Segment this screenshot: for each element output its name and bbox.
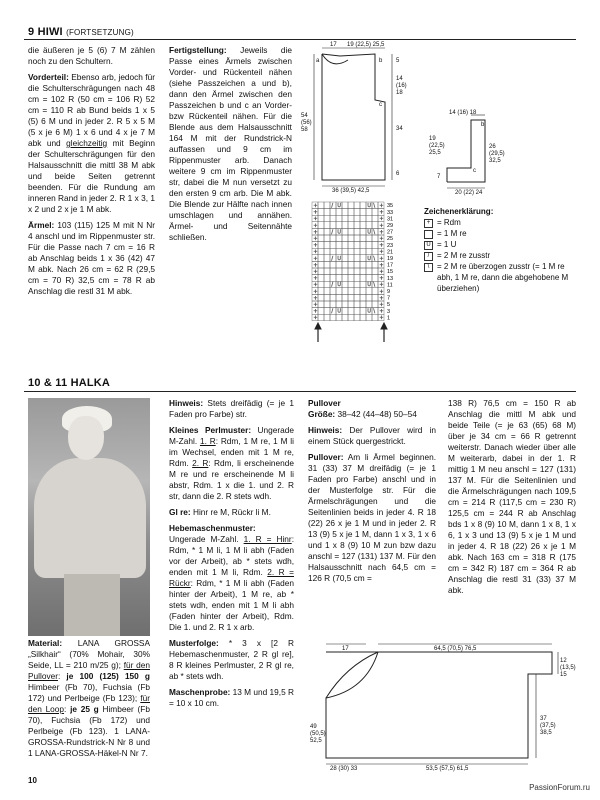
- chart-row-label: 33: [387, 209, 394, 216]
- chart-symbol: +: [379, 229, 384, 236]
- chart-cell: [360, 275, 366, 282]
- chart-symbol: +: [379, 275, 384, 282]
- chart-symbol: +: [379, 282, 384, 289]
- chart-cell: [348, 275, 354, 282]
- chart-row-label: 23: [387, 242, 394, 249]
- sch2-small: 7: [437, 174, 441, 180]
- sch1-right-c: 34: [396, 126, 403, 132]
- chart-cell: [318, 222, 324, 229]
- chart-row-label: 17: [387, 262, 394, 269]
- halka-maschenprobe: Maschenprobe: 13 M und 19,5 R = 10 x 10 cm.: [169, 687, 294, 708]
- chart-cell: [348, 222, 354, 229]
- chart-symbol: +: [313, 203, 318, 209]
- chart-cell: [354, 261, 360, 268]
- chart-cell: [348, 288, 354, 295]
- chart-row-label: 13: [387, 275, 394, 282]
- chart-cell: [366, 209, 372, 216]
- chart-cell: [324, 222, 330, 229]
- knitting-chart: [306, 200, 406, 348]
- chart-cell: [354, 222, 360, 229]
- chart-cell: [342, 301, 348, 308]
- chart-row-label: 1: [387, 315, 391, 322]
- chart-cell: [324, 248, 330, 255]
- chart-cell: [366, 215, 372, 222]
- chart-symbol: +: [313, 216, 318, 223]
- sch2-bottom: 20 (22) 24: [455, 190, 483, 196]
- chart-cell: [318, 275, 324, 282]
- chart-cell: [354, 255, 360, 262]
- chart-cell: [330, 294, 336, 301]
- sch1-mark-c: c: [379, 102, 382, 108]
- schematic-pullover: [306, 640, 576, 770]
- chart-cell: [336, 215, 342, 222]
- chart-cell: [330, 268, 336, 275]
- chart-cell: [366, 314, 372, 321]
- chart-cell: [360, 268, 366, 275]
- chart-cell: [360, 248, 366, 255]
- hiwi-column-2: [169, 45, 292, 248]
- chart-cell: [336, 248, 342, 255]
- sch1-top-a: 17: [330, 42, 337, 48]
- chart-cell: [336, 242, 342, 249]
- chart-symbol: +: [313, 242, 318, 249]
- chart-cell: [318, 209, 324, 216]
- chart-cell: [348, 228, 354, 235]
- chart-cell: [348, 261, 354, 268]
- chart-cell: [336, 209, 342, 216]
- chart-cell: [372, 215, 378, 222]
- sch3-bottom-a: 28 (30) 33: [330, 766, 358, 772]
- chart-cell: [324, 268, 330, 275]
- chart-symbol: +: [379, 236, 384, 242]
- chart-cell: [354, 294, 360, 301]
- sch1-top-b: 19 (22,5) 25,5: [347, 42, 385, 48]
- chart-cell: [372, 242, 378, 249]
- chart-cell: [324, 228, 330, 235]
- chart-symbol: +: [313, 302, 318, 308]
- chart-cell: [342, 281, 348, 288]
- chart-cell: [324, 202, 330, 209]
- chart-cell: [324, 314, 330, 321]
- chart-cell: [324, 288, 330, 295]
- chart-row-label: 27: [387, 229, 394, 236]
- chart-symbol: /: [331, 229, 334, 236]
- chart-cell: [360, 242, 366, 249]
- chart-cell: [336, 235, 342, 242]
- chart-cell: [348, 314, 354, 321]
- chart-cell: [360, 308, 366, 315]
- chart-cell: [318, 228, 324, 235]
- sch1-mark-b: b: [379, 58, 383, 64]
- chart-cell: [348, 248, 354, 255]
- chart-row-label: 7: [387, 295, 391, 302]
- chart-symbol: U: [367, 203, 372, 209]
- chart-row-label: 5: [387, 302, 391, 309]
- chart-cell: [366, 275, 372, 282]
- chart-cell: [360, 215, 366, 222]
- sch2-mark-c: c: [473, 168, 476, 174]
- chart-cell: [348, 235, 354, 242]
- chart-cell: [372, 288, 378, 295]
- chart-symbol: U: [367, 255, 372, 262]
- chart-cell: [324, 275, 330, 282]
- chart-cell: [336, 301, 342, 308]
- chart-cell: [342, 222, 348, 229]
- chart-cell: [354, 209, 360, 216]
- chart-cell: [366, 261, 372, 268]
- hiwi-column-1: [28, 45, 155, 302]
- chart-symbol: +: [313, 269, 318, 275]
- chart-cell: [360, 301, 366, 308]
- chart-cell: [330, 222, 336, 229]
- section-title-hiwi: 9 HIWI (FORTSETZUNG): [28, 26, 134, 38]
- legend-item: + = Rdm: [424, 217, 576, 228]
- halka-column-2: [169, 398, 294, 714]
- sch1-right-d: 6: [396, 171, 400, 177]
- chart-cell: [360, 202, 366, 209]
- chart-symbol: +: [313, 275, 318, 282]
- sch2-mark-b: b: [481, 122, 485, 128]
- chart-cell: [342, 308, 348, 315]
- halka-column-4: [448, 398, 576, 601]
- chart-symbol: +: [379, 203, 384, 209]
- chart-cell: [366, 268, 372, 275]
- chart-symbol: +: [313, 288, 318, 295]
- legend-title: Zeichenerklärung:: [424, 207, 494, 216]
- chart-cell: [330, 314, 336, 321]
- chart-cell: [354, 275, 360, 282]
- chart-cell: [342, 242, 348, 249]
- chart-cell: [354, 288, 360, 295]
- chart-cell: [348, 242, 354, 249]
- legend-item: = 1 M re: [424, 228, 576, 239]
- chart-symbol: +: [379, 222, 384, 229]
- chart-cell: [324, 235, 330, 242]
- chart-cell: [318, 202, 324, 209]
- halka-material: Material: LANA GROSSA „Silkhair“ (70% Mohair, 30% Seide, LL = 210 m/25 g); für den Pullover: je 100 (125) 150 g Himbeer (Fb 70), Fuchsia (Fb 172) und Perlbeige (Fb 123); für den Loop: je 25 g Himbeer (Fb 70), Fuchsia (Fb 172) und Perlbeige (Fb 123). 1 LANA-GROSSA-Rundstrick-N Nr 8 und 1 LANA-GROSSA-Häkel-N Nr 7.: [28, 638, 150, 758]
- chart-cell: [372, 275, 378, 282]
- chart-cell: [342, 268, 348, 275]
- chart-cell: [336, 294, 342, 301]
- chart-cell: [330, 301, 336, 308]
- chart-cell: [330, 288, 336, 295]
- chart-symbol: +: [379, 308, 384, 315]
- chart-cell: [324, 301, 330, 308]
- chart-cell: [360, 288, 366, 295]
- chart-cell: [342, 288, 348, 295]
- chart-symbol: U: [337, 203, 342, 209]
- sch3-top-a: 17: [342, 646, 349, 652]
- chart-symbol: +: [313, 229, 318, 236]
- legend-item: U = 1 U: [424, 239, 576, 250]
- chart-cell: [324, 261, 330, 268]
- halka-column-3: [308, 398, 436, 589]
- chart-cell: [318, 268, 324, 275]
- sch1-right-a: 5: [396, 58, 400, 64]
- chart-cell: [318, 281, 324, 288]
- chart-cell: [342, 228, 348, 235]
- sch2-top: 14 (16) 18: [449, 110, 477, 116]
- chart-symbol: +: [313, 262, 318, 269]
- chart-symbol: /: [331, 308, 334, 315]
- chart-cell: [342, 261, 348, 268]
- chart-symbol: +: [379, 269, 384, 275]
- chart-cell: [366, 222, 372, 229]
- chart-symbol: U: [367, 229, 372, 236]
- chart-cell: [360, 209, 366, 216]
- chart-symbol: +: [313, 222, 318, 229]
- sch3-top-b: 64,5 (70,5) 76,5: [434, 646, 477, 652]
- chart-cell: [318, 314, 324, 321]
- chart-cell: [354, 314, 360, 321]
- chart-cell: [324, 209, 330, 216]
- chart-cell: [348, 294, 354, 301]
- chart-cell: [366, 294, 372, 301]
- chart-row-label: 31: [387, 216, 394, 223]
- chart-cell: [342, 235, 348, 242]
- chart-symbol: \: [373, 308, 376, 315]
- sch3-left: 49 (50,5) 52,5: [310, 724, 326, 744]
- chart-row-label: 25: [387, 236, 394, 243]
- chart-cell: [360, 228, 366, 235]
- sch1-mark-a: a: [316, 58, 320, 64]
- chart-row-label: 19: [387, 256, 394, 262]
- chart-cell: [354, 248, 360, 255]
- halka-hinweis: Hinweis: Stets dreifädig (= je 1 Faden pro Farbe) str.: [169, 398, 294, 419]
- chart-cell: [324, 255, 330, 262]
- chart-symbol: +: [379, 255, 384, 262]
- chart-cell: [336, 275, 342, 282]
- chart-cell: [348, 281, 354, 288]
- chart-cell: [348, 215, 354, 222]
- chart-cell: [336, 261, 342, 268]
- chart-cell: [330, 215, 336, 222]
- chart-symbol: +: [313, 255, 318, 262]
- halka-continued: 138 R) 76,5 cm = 150 R ab Anschlag die mittl M abk und beide Teile (= je 63 (65) 68 M) über je 34 cm = 66 R getrennt weiterstr. Danach wieder über alle M weiterarb, dabei in der 1. R mittig 1 M neu anschl = 127 (131) 137 M. Für die Seitenlinien und die Ärmelschrägungen nach 109,5 cm = 214 R (117,5 cm = 230 R) 125,5 cm = 244 R ab Anschlag bds 1 x 8 (9) 10 M, dann 1 x 8, 1 x 6, 1 x 3 und 13 (9) 5 x je 1 M und in jeder 4. R 18 (22) 26 x je 1 M abk. Nach 163 cm = 318 R (175 cm = 342 R) 187 cm = 364 R ab Anschlag die restl 31 (33) 37 M abk.: [448, 398, 576, 595]
- chart-symbol: +: [379, 315, 384, 322]
- pullover-heading: Pullover: [308, 398, 341, 408]
- chart-cell: [330, 248, 336, 255]
- chart-cell: [324, 215, 330, 222]
- chart-cell: [348, 308, 354, 315]
- hiwi-vorderteil: Vorderteil: Ebenso arb, jedoch für die Schulterschrägungen nach 48 cm = 102 R (50 cm = 106 R) 52 cm = 110 R ab Bund beids 1 x 5 (5) 6 M und in jeder 2. R 5 x 5 M (5 x je 6 M) 1 x 6 und 4 x je 7 M abk und gleichzeitig mit Beginn der Schulterschrägungen für den Halsausschnitt die mittl 38 M abk und beide Seiten getrennt beenden. Für die Rundung am inneren Rand in jeder 2. R 1 x 3, 1 x 2 und 2 x je 1 M abk.: [28, 72, 155, 214]
- chart-symbol: +: [313, 308, 318, 315]
- page-number: 10: [28, 776, 37, 785]
- sch2-right: 26 (29,5) 32,5: [489, 144, 505, 164]
- chart-symbol: +: [379, 216, 384, 223]
- chart-cell: [342, 294, 348, 301]
- chart-symbol: U: [337, 308, 342, 315]
- chart-symbol: +: [379, 262, 384, 269]
- chart-symbol: /: [331, 255, 334, 262]
- chart-cell: [366, 248, 372, 255]
- chart-cell: [318, 235, 324, 242]
- chart-cell: [342, 215, 348, 222]
- halka-gl-re: Gl re: Hinr re M, Rückr li M.: [169, 507, 271, 517]
- schematic-sleeve: [425, 110, 515, 196]
- chart-cell: [330, 275, 336, 282]
- chart-cell: [372, 314, 378, 321]
- schematic-body: [300, 42, 418, 192]
- chart-symbol: +: [313, 236, 318, 242]
- legend-item: / = 2 M re zusstr: [424, 250, 576, 261]
- chart-cell: [348, 268, 354, 275]
- chart-cell: [354, 202, 360, 209]
- chart-symbol: U: [337, 255, 342, 262]
- sch2-left: 19 (22,5) 25,5: [429, 136, 445, 156]
- chart-cell: [360, 294, 366, 301]
- chart-cell: [318, 261, 324, 268]
- chart-cell: [372, 268, 378, 275]
- chart-symbol: /: [331, 203, 334, 209]
- chart-cell: [348, 209, 354, 216]
- chart-cell: [372, 209, 378, 216]
- chart-cell: [360, 261, 366, 268]
- chart-symbol: /: [331, 282, 334, 289]
- chart-cell: [336, 314, 342, 321]
- sch1-right-b: 14 (16) 18: [396, 76, 407, 96]
- chart-cell: [342, 202, 348, 209]
- chart-cell: [360, 222, 366, 229]
- halka-musterfolge: Musterfolge: * 3 x [2 R Hebemaschenmuster, 2 R gl re], 8 R kleines Perlmuster, 2 R gl re, ab * stets wdh.: [169, 638, 294, 681]
- chart-cell: [342, 255, 348, 262]
- chart-cell: [324, 281, 330, 288]
- chart-cell: [318, 242, 324, 249]
- halka-hinweis-2: Hinweis: Der Pullover wird in einem Stück quergestrickt.: [308, 425, 436, 446]
- hiwi-fertigstellung: Fertigstellung: Jeweils die Passe eines Ärmels zwischen Vorder- und Rückenteil nähen (siehe Passzeichen a und b), dann den Ärmel zwischen den Passzeichen b und c an Vorder- bzw Rückenteil nähen. Für die Blende aus dem Halsausschnitt 164 M mit der Rundstrick-N auffassen und 9 cm im Rippenmuster arb. Danach weitere 9 cm im Rippenmuster str, dabei die M nun versetzt zu den ersten 9 cm arb. Die M abk. Die Blende zur Hälfte nach innen umschlagen und annähen. Ärmel- und Seitennähte schließen.: [169, 45, 292, 242]
- chart-cell: [330, 261, 336, 268]
- chart-cell: [360, 314, 366, 321]
- chart-cell: [330, 242, 336, 249]
- chart-row-label: 35: [387, 203, 394, 210]
- halka-groesse: Größe: 38–42 (44–48) 50–54: [308, 409, 417, 419]
- chart-cell: [330, 235, 336, 242]
- chart-legend: [424, 206, 576, 294]
- chart-symbol: +: [313, 249, 318, 256]
- halka-hebemaschen: Hebemaschenmuster: Ungerade M-Zahl. 1. R = Hinr: Rdm, * 1 M li, 1 M li abh (Faden vor der Arbeit), ab * stets wdh, enden mit 1 M li, Rdm. 2. R = Rückr: Rdm, * 1 M li abh (Faden hinter der Arbeit), 1 M re, ab * stets wdh, enden mit 1 M li abh (Faden hinter der Arbeit), Rdm. Die 1. und 2. R 1 x arb.: [169, 523, 294, 632]
- chart-cell: [348, 202, 354, 209]
- chart-cell: [336, 268, 342, 275]
- chart-row-label: 29: [387, 223, 394, 229]
- chart-cell: [324, 242, 330, 249]
- hiwi-aermel: Ärmel: 103 (115) 125 M mit N Nr 4 anschl und im Rippenmuster str. Für die Passe nach 7 cm = 16 R ab Anschlag beids 1 x 36 (42) 47 M abk. Nach 26 cm = 62 R (29,5 cm = 70 R) 32,5 cm = 78 R ab Anschlag die restl 31 M abk.: [28, 220, 155, 296]
- chart-cell: [366, 301, 372, 308]
- chart-cell: [372, 222, 378, 229]
- chart-symbol: +: [313, 315, 318, 322]
- chart-cell: [342, 314, 348, 321]
- chart-cell: [318, 255, 324, 262]
- sch1-left: 54 (56) 58: [301, 113, 312, 133]
- halka-perlmuster: Kleines Perlmuster: Ungerade M-Zahl. 1. R: Rdm, 1 M re, 1 M li im Wechsel, enden mit 1 M re, Rdm. 2. R: Rdm, li erscheinende M re und re erscheinende M li abstr, Rdm. 1 x die 1. und 2. R str, dann die 2. R stets wdh.: [169, 425, 294, 501]
- chart-cell: [348, 301, 354, 308]
- sch3-bottom-b: 53,5 (57,5) 61,5: [426, 766, 469, 772]
- section-title-halka: 10 & 11 HALKA: [28, 377, 111, 389]
- chart-cell: [330, 209, 336, 216]
- chart-cell: [360, 235, 366, 242]
- hiwi-intro: die äußeren je 5 (6) 7 M zählen noch zu den Schultern.: [28, 45, 155, 66]
- chart-cell: [354, 268, 360, 275]
- sch1-bottom: 36 (39,5) 42,5: [332, 188, 370, 194]
- chart-cell: [342, 275, 348, 282]
- chart-cell: [324, 294, 330, 301]
- chart-symbol: +: [379, 295, 384, 302]
- chart-cell: [354, 301, 360, 308]
- chart-symbol: +: [379, 242, 384, 249]
- chart-cell: [336, 288, 342, 295]
- sch3-right-b: 37 (37,5) 38,5: [540, 716, 556, 736]
- chart-row-label: 3: [387, 308, 391, 315]
- chart-cell: [354, 281, 360, 288]
- chart-cell: [372, 261, 378, 268]
- chart-cell: [324, 308, 330, 315]
- chart-symbol: \: [373, 229, 376, 236]
- chart-symbol: \: [373, 255, 376, 262]
- chart-cell: [318, 288, 324, 295]
- chart-symbol: +: [313, 295, 318, 302]
- chart-symbol: U: [367, 308, 372, 315]
- chart-cell: [318, 215, 324, 222]
- chart-symbol: U: [337, 229, 342, 236]
- chart-symbol: +: [379, 249, 384, 256]
- chart-cell: [318, 308, 324, 315]
- chart-cell: [318, 301, 324, 308]
- chart-symbol: +: [313, 209, 318, 216]
- section-rule-mid: [24, 391, 576, 392]
- chart-cell: [318, 248, 324, 255]
- section-subtitle: (FORTSETZUNG): [66, 28, 134, 37]
- chart-row-label: 15: [387, 269, 394, 276]
- chart-cell: [372, 301, 378, 308]
- chart-cell: [360, 255, 366, 262]
- chart-cell: [348, 255, 354, 262]
- chart-cell: [354, 308, 360, 315]
- chart-cell: [318, 294, 324, 301]
- chart-cell: [354, 242, 360, 249]
- chart-symbol: U: [337, 282, 342, 289]
- chart-symbol: +: [379, 209, 384, 216]
- model-photo: [28, 398, 150, 636]
- section-rule-top: [24, 39, 576, 40]
- chart-cell: [366, 288, 372, 295]
- chart-symbol: +: [379, 302, 384, 308]
- halka-pullover: Pullover: Am li Ärmel beginnen. 31 (33) 37 M dreifädig (= je 1 Faden pro Farbe) anschl und in der Musterfolge str. Für die Ärmelschrägungen und die Seitenlinien beids in jeder 4. R 18 (22) 26 x je 1 M und in jeder 2. R 13 (9) 5 x je 1 M, dann 1 x 3, 1 x 6 und 1 x 8 (9) 10 M zun bzw dazu anschl = 127 (131) 137 M. Für den Halsausschnitt nach 64,5 cm = 126 R (70,5 cm =: [308, 452, 436, 583]
- watermark: PassionForum.ru: [529, 783, 590, 792]
- legend-item: \ = 2 M re überzogen zusstr (= 1 M re abh, 1 M re, dann die abgehobene M überziehen): [424, 261, 576, 294]
- chart-symbol: +: [379, 288, 384, 295]
- chart-cell: [372, 235, 378, 242]
- chart-cell: [360, 281, 366, 288]
- chart-symbol: +: [313, 282, 318, 289]
- chart-cell: [336, 222, 342, 229]
- chart-symbol: U: [367, 282, 372, 289]
- chart-row-label: 21: [387, 249, 394, 256]
- chart-cell: [372, 294, 378, 301]
- chart-row-label: 9: [387, 289, 391, 295]
- chart-cell: [354, 228, 360, 235]
- chart-symbol: \: [373, 203, 376, 209]
- sch3-right-a: 12 (13,5) 15: [560, 658, 576, 678]
- chart-cell: [354, 215, 360, 222]
- chart-cell: [366, 242, 372, 249]
- chart-row-label: 11: [387, 282, 393, 289]
- chart-cell: [354, 235, 360, 242]
- chart-cell: [342, 209, 348, 216]
- chart-cell: [372, 248, 378, 255]
- chart-cell: [366, 235, 372, 242]
- chart-symbol: \: [373, 282, 376, 289]
- chart-cell: [342, 248, 348, 255]
